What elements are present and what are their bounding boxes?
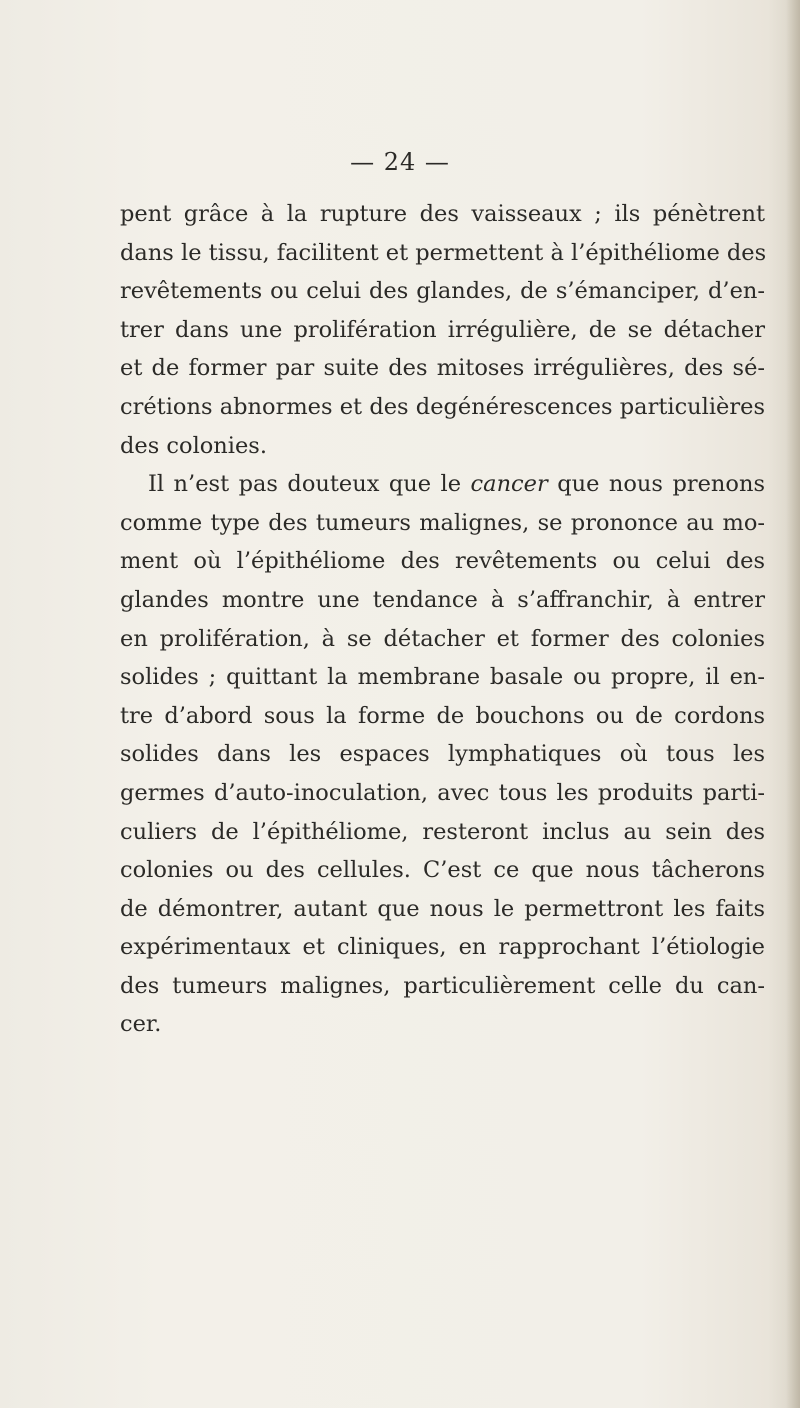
text-line: ment où l’épithéliome des revêtements ou celui des: [120, 548, 765, 575]
text-line: colonies ou des cellules. C’est ce que nous tâcherons: [120, 857, 765, 884]
text-line: cer.: [120, 1011, 162, 1038]
text-line: en prolifération, à se détacher et former des colonies: [120, 625, 765, 652]
text-line: solides dans les espaces lymphatiques où tous les: [120, 741, 765, 768]
text-line: et de former par suite des mitoses irrégulières, des sé-: [120, 355, 765, 382]
text-line: pent grâce à la rupture des vaisseaux ; ils pénètrent: [120, 201, 765, 227]
text-line: tre d’abord sous la forme de bouchons ou de cordons: [120, 702, 765, 729]
text-segment: Il n’est pas douteux que le: [148, 471, 471, 498]
text-line: dans le tissu, facilitent et permettent à l’épithéliome des: [120, 239, 767, 266]
text-line: crétions abnormes et des degénérescences particulières: [120, 393, 765, 420]
text-line: germes d’auto-inoculation, avec tous les produits parti-: [120, 779, 765, 806]
body-text: [120, 195, 765, 1044]
text-line: glandes montre une tendance à s’affranchir, à entrer: [120, 586, 765, 613]
text-line: des tumeurs malignes, particulièrement celle du can-: [120, 972, 765, 999]
text-line: trer dans une prolifération irrégulière, de se détacher: [120, 316, 765, 343]
text-line: revêtements ou celui des glandes, de s’émanciper, d’en-: [120, 278, 765, 305]
page-number: — 24 —: [350, 148, 450, 176]
text-line: culiers de l’épithéliome, resteront inclus au sein des: [120, 818, 765, 845]
text-segment: que nous prenons: [547, 471, 765, 498]
page-edge-shadow: [786, 0, 800, 1408]
text-line: des colonies.: [120, 432, 268, 459]
italic-term: cancer: [470, 471, 548, 498]
text-line: solides ; quittant la membrane basale ou propre, il en-: [120, 664, 765, 691]
paragraph-first-line: [120, 465, 765, 504]
text-line: expérimentaux et cliniques, en rapprochant l’étiologie: [120, 934, 765, 961]
text-line: de démontrer, autant que nous le permettront les faits: [120, 895, 765, 922]
text-line: comme type des tumeurs malignes, se prononce au mo-: [120, 509, 765, 536]
